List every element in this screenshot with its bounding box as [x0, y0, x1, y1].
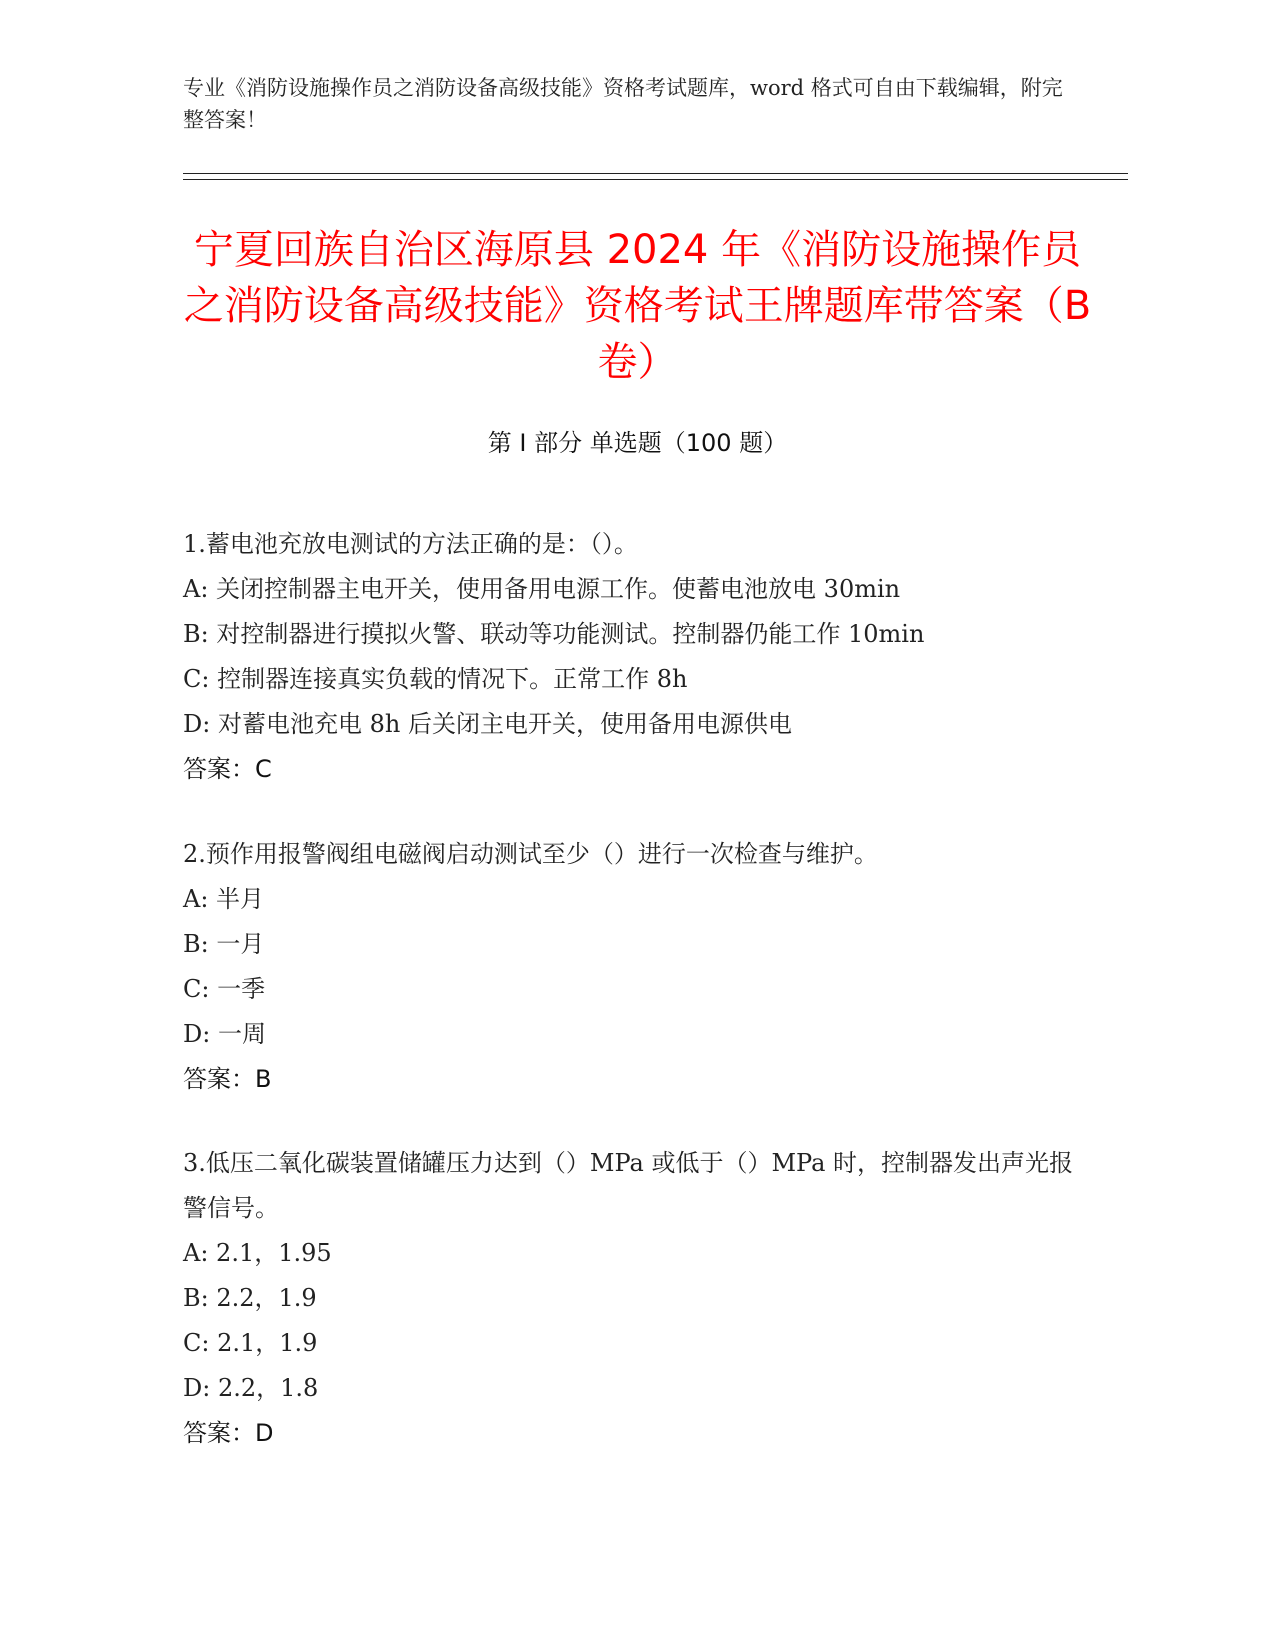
- option-c: C: 2.1，1.9: [183, 1329, 318, 1357]
- question-block: [183, 1141, 1083, 1456]
- header-note: 专业《消防设施操作员之消防设备高级技能》资格考试题库，word 格式可自由下载编辑，附完整答案！: [183, 76, 1063, 132]
- answer-label: 答案：C: [183, 755, 272, 783]
- question-stem: 1.蓄电池充放电测试的方法正确的是：（）。: [183, 530, 638, 558]
- answer-label: 答案：B: [183, 1065, 272, 1093]
- question-stem: 2.预作用报警阀组电磁阀启动测试至少（）进行一次检查与维护。: [183, 840, 878, 868]
- answer-label: 答案：D: [183, 1419, 274, 1447]
- option-b: B: 一月: [183, 930, 265, 958]
- header-divider-thick: [183, 173, 1128, 174]
- option-d: D: 对蓄电池充电 8h 后关闭主电开关，使用备用电源供电: [183, 710, 792, 738]
- option-a: A: 关闭控制器主电开关，使用备用电源工作。使蓄电池放电 30min: [183, 575, 901, 603]
- header-divider-thin: [183, 179, 1128, 180]
- option-a: A: 半月: [183, 885, 265, 913]
- document-title: 宁夏回族自治区海原县 2024 年《消防设施操作员之消防设备高级技能》资格考试王牌题库带答案（B 卷）: [183, 227, 1092, 385]
- option-b: B: 2.2，1.9: [183, 1284, 317, 1312]
- option-d: D: 2.2，1.8: [183, 1374, 319, 1402]
- section-title: 第 I 部分 单选题（100 题）: [487, 429, 788, 457]
- question-block: [183, 832, 1083, 1102]
- option-a: A: 2.1，1.95: [183, 1239, 332, 1267]
- question-stem: 3.低压二氧化碳装置储罐压力达到（）MPa 或低于（）MPa 时，控制器发出声光报警信号。: [183, 1149, 1074, 1222]
- option-b: B: 对控制器进行摸拟火警、联动等功能测试。控制器仍能工作 10min: [183, 620, 925, 648]
- option-c: C: 一季: [183, 975, 266, 1003]
- option-d: D: 一周: [183, 1020, 266, 1048]
- question-block: [183, 522, 1083, 792]
- option-c: C: 控制器连接真实负载的情况下。正常工作 8h: [183, 665, 688, 693]
